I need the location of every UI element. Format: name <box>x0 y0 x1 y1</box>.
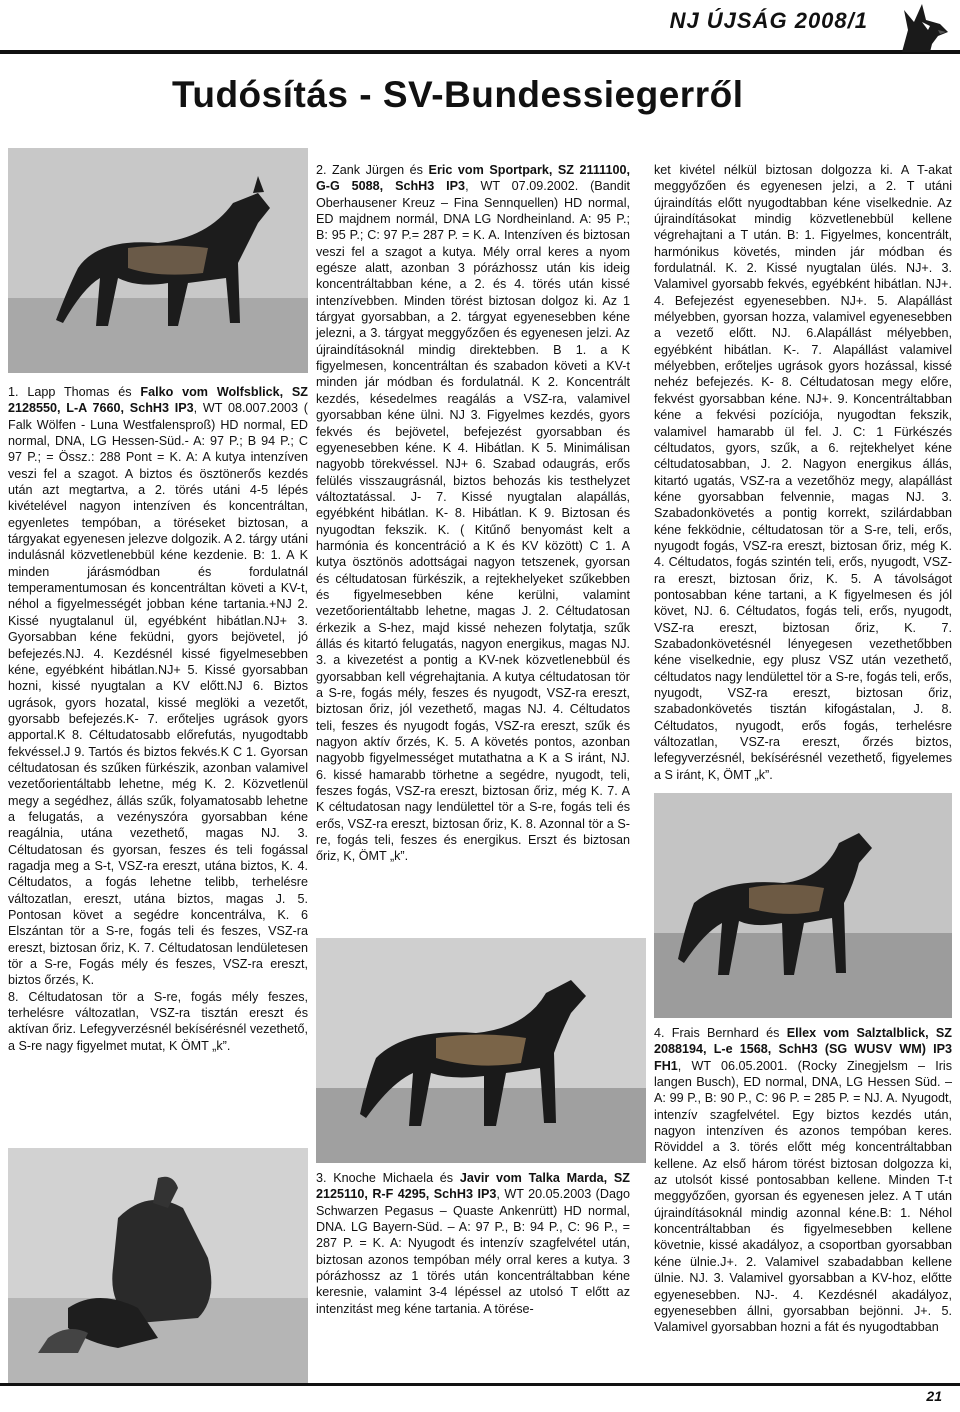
entry-3-continued: ket kivétel nélkül biztosan dolgozza ki. A T-akat meggyőzően és egyenesen jelzi, a 2. T utáni újraindítás előtt nyugodtabban kéne viselkednie. Az újraindításokat mindig közvetlenebbül kellene végrehajtani a T után. B: 1. Figyelmes, koncentrált, harmónikus követés, minden jár módban és fordulatnál. K. 2. Kissé nyugtalan ülés. NJ+. 3. Valamivel gyorsabb fekvés, egyébként hibátlan. NJ+. 4. Befejezést egyenesebben. NJ+. 5. Alapállást mélyebben, gyorsan hozza, valamivel egyenesebben a vezető előtt. NJ. 6.Alapállást mélyebben, egyébként hibátlan. K-. 7. Alapállást valamivel mélyebben, erőteljes ugrások gyors hozással, kissé nehéz befejezés. K- 8. Céltudatosan megy előre, fekvést gyorsabban kéne. NJ+. 9. Koncentráltabban kéne a fekvési pozíciója, nyugodtan fekszik, valamivel hamarabb ül fel. J. C: 1 Fürkészés céltudatos, gyors, szűk, a 6. rejtekhelyet kéne céltudatosabban, J. 2. Nagyon energikus állás, kitartó ugatás, VSZ-ra a vezetőhöz megy, alapállást kéne gyorsabban felvennie, magas NJ. 3. Szabadonkövetés a pontig korrekt, szilárdabban kéne fekködnie, céltudatosan tör a S-re, teli, erős, nyugodt fogás, VSZ-ra ereszt, biztosan őriz, még K. 4. Céltudatos, fogás szintén teli, erős, nyugodt, VSZ-ra ereszt, biztosan őriz, K. 5. A távolságot pontosabban kéne tartani, a K figyelmesen és jól követ, NJ. 6. Céltudatos, fogás teli, erős, nyugodt, VSZ-ra ereszt, biztosan őriz, K. 7. Szabadonkövetésnél lényegesen vezethetőbben kéne viselkednie, egy plusz VSZ után vezethető, céltudatos nagy lendülettel tör a S-re, fogás teli, erős, nyugodt, VSZ-ra ereszt, biztosan őriz, szabadonkövetés tisztán kifogástalan, J. 8. Céltudatos, nyugodt, erős fogás, terhelésre változatlan, VSZ-ra ereszt, őrzés biztos, lefegyverzésnél, bekísérésnél vezethető, figyelemes a S iránt, K, ÖMT „k”. <box>654 163 952 782</box>
entry-3-intro: 3. Knoche Michaela és <box>316 1171 460 1185</box>
entry-1-paragraph <box>8 384 308 989</box>
column-1 <box>8 384 308 1054</box>
dog-photo-eric <box>316 938 646 1163</box>
dog-bitework-photo <box>8 1148 308 1386</box>
entry-3-text: , WT 20.05.2003 (Dago Schwarzen Pegasus – Quaste Ankenrütt) HD normal, DNA. LG Bayern-Süd. – A: 97 P., B: 94 P., C: 96 P., = 287 P. = K. A: Nyugodt és intenzív szagfelvétel után, biztosan azonos tempóban mély orral keres a kutya. 3 pórázhossz az 1 törés után koncentráltabban kéne keresnie, valamint 3-4 lépéssel az utolsó T előtt az intenzitást meg kéne tartania. A törése- <box>316 1187 630 1316</box>
entry-4-dog-name: Ellex vom Salztalblick, SZ 2088194, L-e 1568, SchH3 (SG WUSV WM) IP3 FH1 <box>654 1026 952 1073</box>
entry-3-dog-name: Javir vom Talka Marda, SZ 2125110, R-F 4295, SchH3 IP3 <box>316 1171 630 1202</box>
magazine-title: NJ ÚJSÁG 2008/1 <box>669 8 868 33</box>
dog-photo-javir <box>654 793 952 1018</box>
entry-2-text: , WT 07.09.2002. (Bandit Oberhausener Kreuz – Fina Sennquellen) HD normal, ED majdnem normál, DNA LG Nordheinland. A: 95 P.; B: 95 P.; C: 97 P.= 287 P. = K. A. Intenzíven és biztosan veszi fel a szagot a kutya. Mély orral keres a nyom egésze alatt, azonban 3 pórázhossz után kis ideig koncentráltabban kéne, a 2. és 4. törés után kissé intenzívebben. Minden törést biztosan dolgoz ki. Az 1 tárgyat gyorsabban, a 2. tárgyat egyenesebben kéne jelezni, a 3. tárgyat meggyőzően és egyenesen jelzi. Az újraindításoknál mindig direktebben. B 1. a K figyelmesen, koncentráltan és szabadon követi a KV-t minden jár módban és fordulatnál. K 2. Koncentrált kezdés, késedelmes reagálás a VSZ-ra, valamivel gyorsabban kéne ülni. NJ 3. Figyelmes kezdés, gyors fekvés és bejövetel, befejezést gyorsabban és egyenesebben kéne. K 4. Hibátlan. K 5. Minimálisan nagyobb törekvéssel. NJ+ 6. Szabad odaugrás, erős felülés visszaugrásnál, biztos behozás kis testhelyzet változtatással. J- 7. Kissé nyugtalan alapállás, egyébként hibátlan. K- 8. Hibátlan. K 9. Biztosan és nyugodtan fekszik. K. ( Kitűnő benyomást kelt a harmónia és koncentráció a K és KV között) C 1. A kutya ösztönös adottságai nagyon tetszenek, gyorsan és céltudatosan fürkészik, a rejtekhelyeket szűkebben és figyelmesebben kéne kerülni, valamint vezetőorientáltabb lehetne, magas J. 2. Céltudatosan érkezik a S-hez, majd kissé nehezen folytatja, szűk állás és kitartó felugatás, nagyon energikus, magas NJ. 3. a kivezetést a pontig a KV-nek közvetlenebbül és gyorsabban kell végrehajtania. A kutya céltudatosan tör a S-re, fogás mély, feszes és nyugodt, VSZ-ra ereszt, biztosan őriz, jól vezethető, magas NJ. 4. Céltudatos teli, feszes és nyugodt fogás, VSZ-ra ereszt, szűk és nagyon aktív őrzés, K. 5. A követés pontos, azonban nagyobb figyelmességet mutathatna a K a S iránt, NJ. 6. kissé hamarabb törhetne a segédre, nyugodt, teli, feszes fogás, VSZ-ra ereszt, biztosan őriz, még K. 7. A K céltudatosan nagy lendülettel tör a S-re, fogás teli és erős, VSZ-ra ereszt, biztosan őriz, K. 8. Azonnal tör a S-re, fogás teli, feszes és energikus. Erszt és biztosan őriz, K, ÖMT „k”. <box>316 179 630 864</box>
entry-3-paragraph <box>316 1170 630 1317</box>
header-rule <box>0 50 960 54</box>
column-2-lower <box>316 1170 630 1317</box>
entry-2-intro: 2. Zank Jürgen és <box>316 163 429 177</box>
entry-4-intro: 4. Frais Bernhard és <box>654 1026 787 1040</box>
entry-1-paragraph-2: 8. Céltudatosan tör a S-re, fogás mély feszes, terhelésre változatlan, VSZ-ra tisztán ereszt és aktívan őriz. Lefegyverzésnél bekísérésnél vezethető, a S-re nagy figyelmet mutat, K ÖMT „k”. <box>8 989 308 1053</box>
entry-1-dog-name: Falko vom Wolfsblick, SZ 2128550, L-A 7660, SchH3 IP3 <box>8 385 308 416</box>
entry-4-paragraph <box>654 1025 952 1336</box>
column-2 <box>316 162 630 865</box>
entry-2-paragraph <box>316 162 630 865</box>
column-3-lower <box>654 1025 952 1336</box>
article-title: Tudósítás - SV-Bundessiegerről <box>172 74 744 115</box>
column-3 <box>654 162 952 783</box>
page-number: 21 <box>926 1388 942 1404</box>
entry-4-text: , WT 06.05.2001. (Rocky Zinegjelsm – Iris langen Busch), ED normal, DNA, LG Hessen Süd. –A: 99 P., B: 90 P., C: 96 P. = 285 P. = NJ. A. Nyugodt, intenzív szagfelvétel. Egy biztos kezdés után, nagyon intenzíven és azonos tempóban keres. Röviddel a 3. törés előtt még koncentráltabban kellene. Az első három törést biztosan dolgozza ki, az utolsót kissé pontosabban kellene. Minden T-t meggyőzően, gyorsan és egyenesen jelez. A T után újraindításoknál mindig azonnal kéne.B: 1. Néhol koncentráltabban és figyelmesebben kellene követnie, kissé akadályoz, a csoportban gyorsabban kéne ülnie.J+. 2. Valamivel szabadabban kellene ülnie. NJ. 3. Valamivel gyorsabban a KV-hoz, előtte egyenesebben. NJ-. 4. Kezdésnél akadályoz, egyenesebben állni, gyorsabban bejönni. J+. 5. Valamivel gyorsabban hozni a fát és nyugodtabban <box>654 1058 952 1335</box>
entry-1-intro: 1. Lapp Thomas és <box>8 385 141 399</box>
entry-2-dog-name: Eric vom Sportpark, SZ 2111100, G-G 5088, SchH3 IP3 <box>316 163 630 194</box>
shepherd-dog-head-icon <box>892 0 952 54</box>
footer-rule <box>0 1383 960 1386</box>
entry-1-text: , WT 08.007.2003 ( Falk Wölfen - Luna Westfalensproß) HD normal, ED normal, DNA, LG Hessen-Süd.- A: 97 P.; B 94 P.; C 97 P.; = Össz.: 288 Pont = K. A: A kutya intenzíven veszi fel a szagot. A biztos és ösztönerős kezdés után azt megtartva, a 2. törés utáni 4-5 lépés kivételével nagyon intenzíven és koncentráltan, egyenletes tempóban, a töréseket biztosan, a tárgyakat egyenesen jelezve dolgozik. A 2. tárgy utáni indulásnál közvetlenebbül kéne kezdenie. B: 1. A K minden járásmódban és fordulatnál temperamentumosan és koncentráltan követi a KV-t, néhol a figyelmességét jobban kéne tartania.+NJ 2. Kissé nyugtalanul ül, egyébként hibátlan.NJ+ 3. Gyorsabban kéne feküdni, gyors bejövetel, jó befejezés.NJ. 4. Kezdésnél kissé figyelmesebben kéne, egyébként hibátlan.NJ+ 5. Kissé gyorsabban hozni, kissé nyugtalan a KV előtt.NJ 6. Biztos ugrások, gyors hozatal, kissé meglöki a vezetőt, gyorsabb befejezés.K- 7. erőteljes ugrások gyors apportal.K 8. Céltudatosabb előrefutás, nyugodtabb fekvéssel.J 9. Tartós és biztos fekvés.K C 1. Gyorsan céltudatosan és szűken fürkészik, azonban valamivel vezetőorientáltabb lehetne, még K. 2. Közvetlenül megy a segédhez, állás szűk, folyamatosabb lehetne a felugatás, a vezényszóra gyorsabban kéne reagálnia, utána vezethető, magas NJ. 3. Céltudatosan és gyorsan, feszes és teli fogással ragadja meg a S-t, VSZ-ra ereszt, utána biztos, K. 4. Céltudatos, a fogás lehetne telibb, terhelésre változatlan, ereszt, utána biztos, magas J. 5. Pontosan követ a segédre koncentrálva, K. 6 Elszántan tör a S-re, fogás teli és feszes, VSZ-ra ereszt, biztosan őriz, K. 7. Céltudatosan lendületesen tör a S-re, Fogás mély és feszes, VSZ-ra ereszt, biztos őrzés, K. <box>8 401 309 988</box>
dog-photo-falko <box>8 148 308 373</box>
